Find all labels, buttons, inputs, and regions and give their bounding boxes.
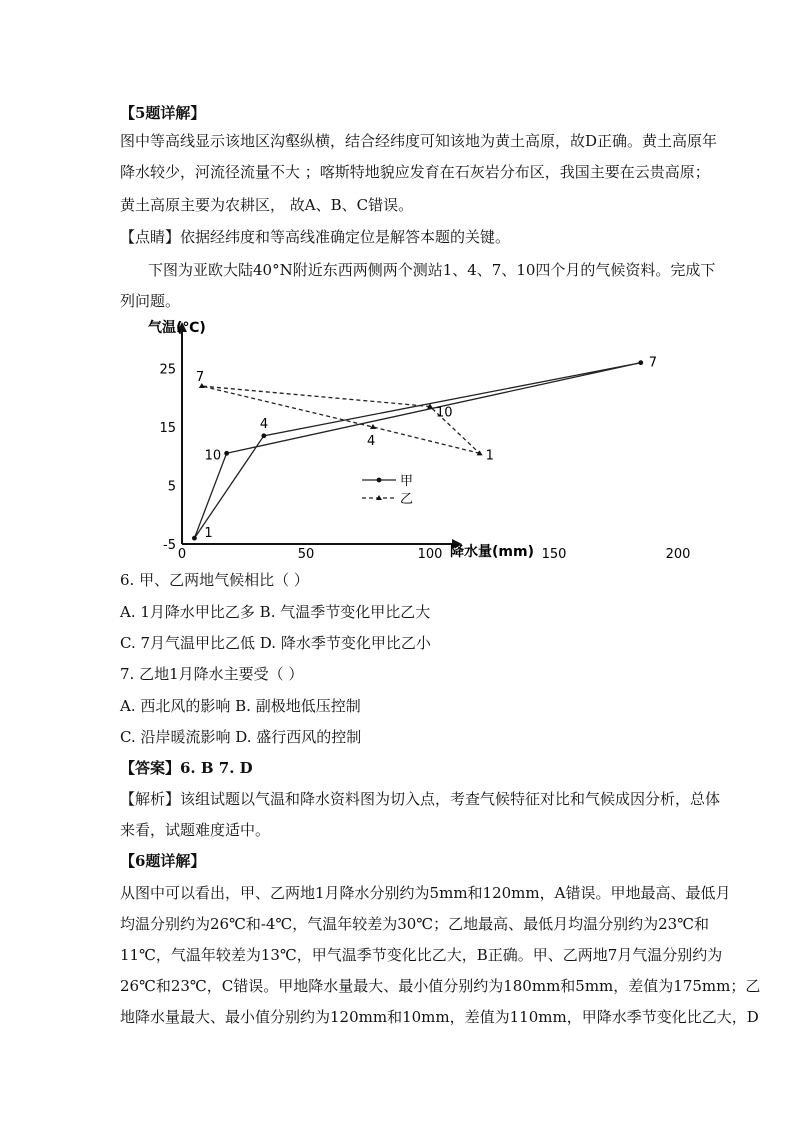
y-tick-label: 5 [167, 479, 176, 495]
point-label: 10 [204, 448, 222, 464]
x-axis-label: 降水量(mm) [450, 544, 534, 560]
x-tick-label: 150 [541, 547, 567, 562]
point-label: 7 [195, 370, 205, 386]
x-tick-label: 100 [417, 547, 443, 562]
point-label: 1 [485, 448, 494, 464]
point-label: 1 [204, 526, 213, 542]
legend-label: 甲 [400, 474, 414, 489]
q6-detail-line-2: 均温分别约为26℃和-4℃，气温年较差为30℃；乙地最高、最低月均温分别约为23℃和 [120, 915, 709, 933]
question-7: 7. 乙地1月降水主要受（ ） [120, 665, 304, 683]
q5-explain-line-3: 黄土高原主要为农耕区， 故A、B、C错误。 [120, 196, 414, 214]
data-point [638, 360, 643, 365]
q6-options-ab: A. 1月降水甲比乙多 B. 气温季节变化甲比乙大 [120, 603, 431, 621]
series-甲 [192, 356, 657, 542]
q6-detail-line-5: 地降水量最大、最小值分别约为120mm和10mm，差值为110mm，甲降水季节变化比乙大，D [120, 1008, 759, 1026]
intro-line-1: 下图为亚欧大陆40°N附近东西两侧两个测站1、4、7、10四个月的气候资料。完成下 [148, 261, 716, 279]
climate-chart [130, 312, 691, 564]
data-point [370, 424, 376, 429]
q5-explain-line-2: 降水较少，河流径流量不大 ；喀斯特地貌应发育在石灰岩分布区，我国主要在云贵高原； [120, 163, 710, 181]
legend-label: 乙 [400, 492, 414, 507]
analysis-line-2: 来看，试题难度适中。 [120, 821, 271, 839]
series-line [194, 363, 640, 542]
q6-detail-line-1: 从图中可以看出，甲、乙两地1月降水分别约为5mm和120mm，A错误。甲地最高、最低月 [120, 884, 731, 902]
point-label: 10 [436, 405, 453, 421]
q5-explain-line-1: 图中等高线显示该地区沟壑纵横，结合经纬度可知该地为黄土高原，故D正确。黄土高原年 [120, 132, 718, 150]
point-label: 4 [259, 416, 269, 432]
x-tick-label: 50 [297, 547, 315, 562]
q6-detail-line-3: 11℃，气温年较差为13℃，甲气温季节变化比乙大，B正确。甲、乙两地7月气温分别约为 [120, 946, 723, 964]
y-tick-label: 25 [159, 362, 176, 378]
q7-options-ab: A. 西北风的影响 B. 副极地低压控制 [120, 697, 361, 715]
series-乙 [196, 370, 494, 463]
y-axis-label: 气温(℃) [148, 320, 206, 336]
y-tick-label: -5 [163, 538, 176, 553]
answer-line: 【答案】6. B 7. D [120, 759, 253, 777]
q6-detail-line-4: 26℃和23℃，C错误。甲地降水量最大、最小值分别约为180mm和5mm，差值为175mm；乙 [120, 977, 761, 995]
y-tick-label: 15 [159, 421, 176, 436]
dianjing-note: 【点睛】依据经纬度和等高线准确定位是解答本题的关键。 [120, 228, 511, 246]
point-label: 7 [648, 355, 658, 371]
analysis-line-1: 【解析】该组试题以气温和降水资料图为切入点，考查气候特征对比和气候成因分析，总体 [120, 790, 721, 808]
q7-options-cd: C. 沿岸暖流影响 D. 盛行西风的控制 [120, 728, 362, 746]
legend-marker [377, 478, 382, 483]
data-point [224, 451, 229, 456]
data-point [261, 433, 266, 438]
intro-line-2: 列问题。 [120, 292, 181, 310]
q6-options-cd: C. 7月气温甲比乙低 D. 降水季节变化甲比乙小 [120, 634, 431, 652]
question-6: 6. 甲、乙两地气候相比（ ） [120, 571, 309, 589]
x-tick-label: 200 [665, 547, 691, 562]
q5-heading: 【5题详解】 [120, 104, 206, 122]
point-label: 4 [366, 434, 376, 449]
legend [362, 474, 413, 507]
data-point [192, 536, 197, 541]
x-tick-label: 0 [177, 547, 187, 562]
axes [148, 319, 690, 562]
series-layer [192, 356, 657, 542]
q6-heading: 【6题详解】 [120, 852, 206, 870]
